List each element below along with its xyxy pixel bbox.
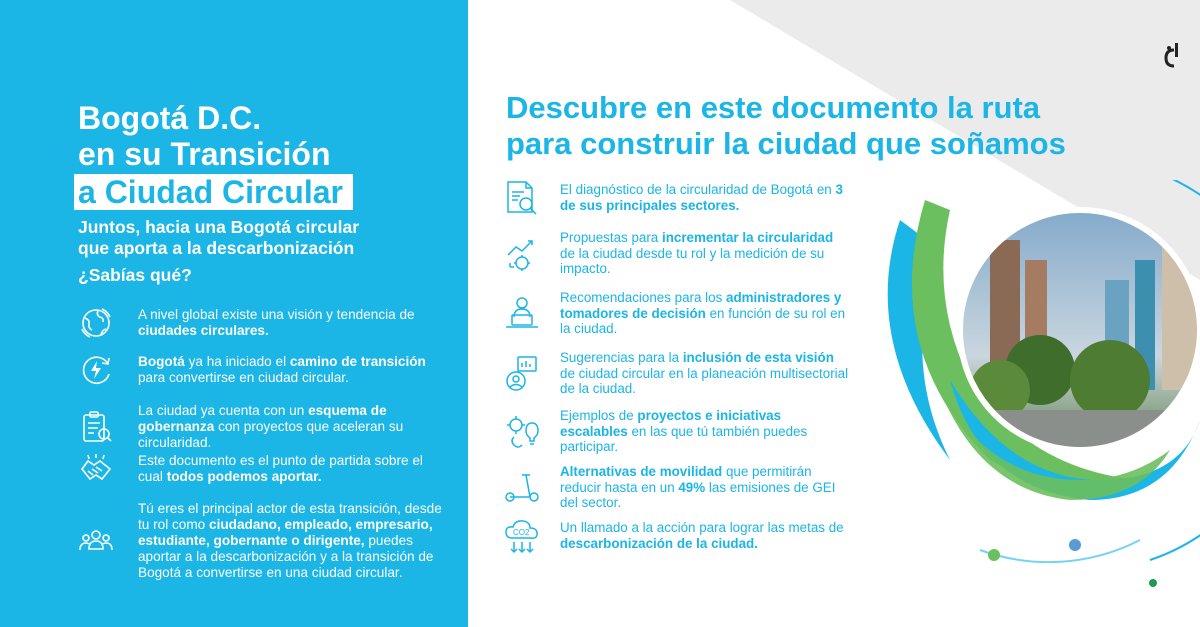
scooter-icon [502,467,542,507]
fact-text [138,403,448,451]
content-text-part: las emisiones de GEI del sector. [560,479,836,511]
dark-green-dot [1149,579,1157,587]
content-item-text [560,290,850,337]
subtitle-line-1: Juntos, hacia una Bogotá circular [78,217,360,237]
content-item-text [560,408,850,455]
content-item [502,290,852,337]
vision-chart-icon [502,353,542,393]
fact-text-part: Tú eres el principal actor de esta transición, desde tu rol como [138,501,442,532]
idea-gear-icon [502,411,542,451]
fact-item [78,403,458,451]
svg-text:CO2: CO2 [513,528,530,537]
document-search-icon [502,178,542,218]
main-title [78,100,353,210]
content-item-text [560,520,850,551]
content-text-part: El diagnóstico de la circularidad de Bogotá en [560,182,836,198]
content-text-bold: descarbonización de la ciudad. [560,536,758,551]
right-title [506,90,1106,162]
fact-item [78,501,458,581]
content-item [502,350,852,397]
content-item [502,178,852,218]
title-line-2: en su Transición [78,136,331,172]
fact-text-part: ya ha iniciado el [184,354,290,369]
content-text-part: en función de su rol en la ciudad. [560,305,846,337]
subtitle-line-2: que aporta a la descarbonización [78,238,355,258]
fact-text-bold: ciudadano, empleado, empresario, estudiante, gobernante o dirigente, [138,517,433,548]
circular-city-graphic [840,180,1200,600]
bottom-arc [980,540,1140,562]
content-text-part: en las que tú también puedes participar. [560,423,808,455]
content-text-part: Sugerencias para la [560,350,683,365]
content-item [502,464,852,511]
content-item-text [560,182,850,213]
fact-text [138,354,448,386]
fact-text-part: con proyectos que aceleran su circularidad. [138,419,404,450]
fact-item [78,352,458,388]
content-text-part: Propuestas para [560,230,662,245]
left-panel [0,0,468,627]
content-item [502,516,852,556]
handshake-icon [78,451,114,487]
content-text-bold: administradores y tomadores de decisión [560,290,842,321]
content-item [502,408,852,455]
content-text-bold: Alternativas de movilidad [560,464,723,479]
content-text-part: que permitirán reducir hasta en un [560,464,812,495]
content-item-text [560,230,850,277]
content-text-bold: proyectos e iniciativas escalables [560,408,782,439]
green-dot [988,549,1000,561]
fact-text-bold: esquema de gobernanza [138,403,387,434]
right-title-line-1: Descubre en este documento la ruta [506,90,1041,125]
content-item-text [560,350,850,397]
subtitle [78,217,438,259]
laptop-user-icon [502,293,542,333]
fact-text-part: La ciudad ya cuenta con un [138,403,309,418]
growth-chart-icon [502,233,542,273]
blue-dot [1069,539,1081,551]
right-title-line-2: para construir la ciudad que soñamos [506,126,1066,161]
fact-item [78,305,458,341]
content-text-bold: incrementar la circularidad [661,230,834,245]
fact-text-part: Este documento es el punto de partida sobre el cual [138,453,423,484]
energy-cycle-icon [78,352,114,388]
content-text-bold: 3 de sus principales sectores. [560,182,843,213]
content-item [502,230,852,277]
content-text-bold: 49% [678,479,706,495]
content-item-text [560,464,850,511]
fact-text [138,453,448,485]
content-text-part: de la ciudad desde tu rol y la medición de su impacto. [560,245,825,277]
fact-text [138,307,448,339]
fact-text-part: A nivel global existe una visión y tendencia de [138,307,415,322]
fact-text [138,501,448,581]
people-icon [78,523,114,559]
title-line-3: a Ciudad Circular [74,174,353,210]
content-text-part: de ciudad circular en la planeación multisectorial de la ciudad. [560,365,849,397]
content-text-part: Un llamado a la acción para lograr las metas de [560,520,844,536]
fact-text-bold: todos podemos aportar. [166,469,322,484]
fact-text-part: puedes aportar a la descarbonización y a la transición de Bogotá a convertirse en una ciudad circular. [138,533,434,580]
fact-text-bold: ciudades circulares. [138,323,269,338]
sabias-heading: ¿Sabías qué? [78,265,192,285]
title-line-1: Bogotá D.C. [78,100,262,136]
content-text-part: Recomendaciones para los [560,290,726,305]
fact-text-part: para convertirse en ciudad circular. [138,370,349,385]
brand-logo [1160,40,1186,70]
fact-item [78,451,458,487]
content-text-part: Ejemplos de [560,408,638,423]
fact-text-bold: camino de transición [289,354,426,369]
content-text-bold: inclusión de esta visión [682,350,834,365]
co2-cloud-icon [502,516,542,556]
clipboard-icon [78,409,114,445]
fact-text-bold: Bogotá [138,354,185,369]
globe-icon [78,305,114,341]
